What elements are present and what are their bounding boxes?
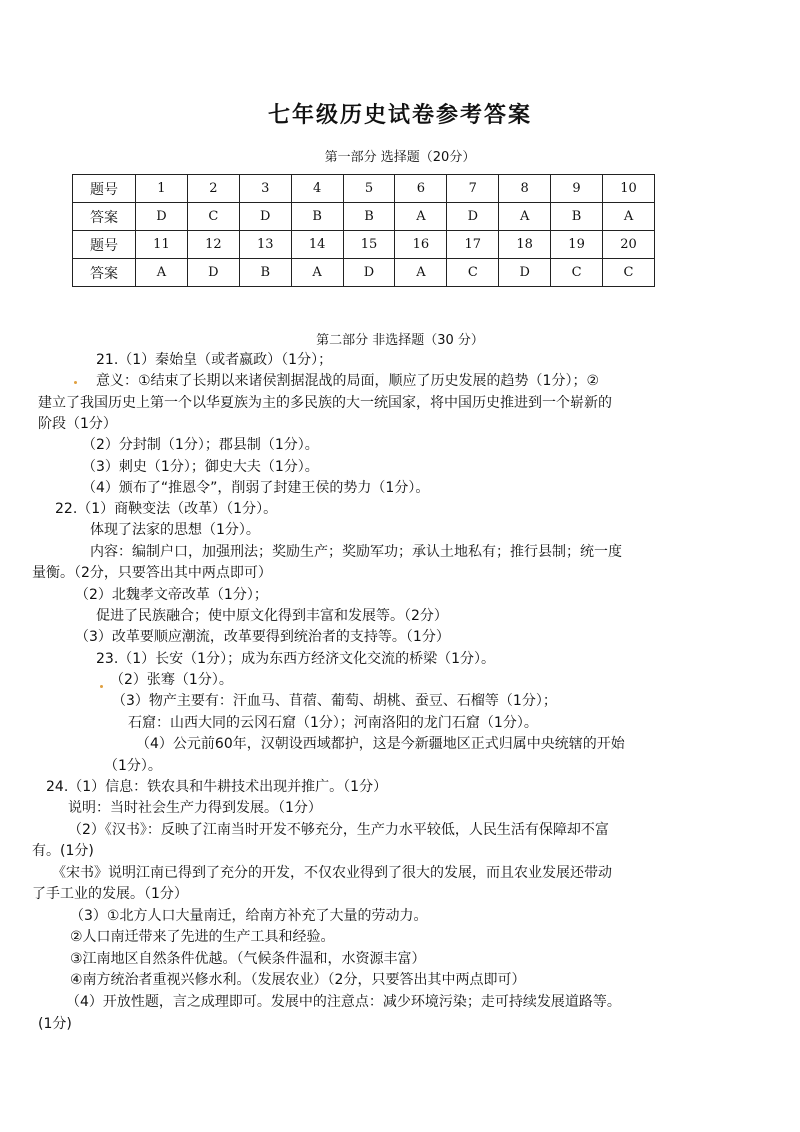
question-number-cell: 11 <box>136 231 188 259</box>
answer-line-21-meaning-end: 阶段（1分） <box>38 416 117 432</box>
answer-line-24-4: （4）开放性题，言之成理即可。发展中的注意点：减少环境污染；走可持续发展道路等。 <box>66 994 621 1010</box>
question-number-cell: 16 <box>395 231 447 259</box>
answer-row <box>73 259 655 287</box>
answer-cell: D <box>136 203 188 231</box>
answer-table <box>72 174 655 287</box>
question-number-cell: 3 <box>239 175 291 203</box>
question-number-cell: 9 <box>551 175 603 203</box>
answer-cell: B <box>343 203 395 231</box>
question-number-cell: 5 <box>343 175 395 203</box>
answer-cell: B <box>291 203 343 231</box>
question-number-cell: 13 <box>239 231 291 259</box>
answer-line-22-content-cont: 量衡。（2分，只要答出其中两点即可） <box>32 565 272 581</box>
answer-line-24-3: （3）①北方人口大量南迁，给南方补充了大量的劳动力。 <box>70 908 428 924</box>
answer-line-23-2: （2）张骞（1分）。 <box>110 672 233 688</box>
answer-line-21-2: （2）分封制（1分）；郡县制（1分）。 <box>82 437 319 453</box>
question-number-cell: 14 <box>291 231 343 259</box>
answer-line-23-3: （3）物产主要有：汗血马、苜蓿、葡萄、胡桃、蚕豆、石榴等（1分）； <box>112 693 557 709</box>
answer-line-21-3: （3）刺史（1分）；御史大夫（1分）。 <box>82 459 319 475</box>
answer-cell: A <box>136 259 188 287</box>
answer-cell: C <box>603 259 655 287</box>
answer-line-24-1: 24.（1）信息：铁农具和牛耕技术出现并推广。（1分） <box>46 779 388 795</box>
answer-cell: D <box>447 203 499 231</box>
answer-line-23-3-grottoes: 石窟：山西大同的云冈石窟（1分）；河南洛阳的龙门石窟（1分）。 <box>128 715 538 731</box>
answer-row <box>73 203 655 231</box>
answer-line-24-2-cont: 有。(1分) <box>32 843 94 859</box>
stray-mark <box>100 685 103 688</box>
answer-cell: C <box>551 259 603 287</box>
question-number-cell: 1 <box>136 175 188 203</box>
answer-line-21-meaning: 意义：①结束了长期以来诸侯割据混战的局面，顺应了历史发展的趋势（1分）；② <box>96 373 600 389</box>
answer-line-21-4: （4）颁布了“推恩令”，削弱了封建王侯的势力（1分）。 <box>82 480 430 496</box>
row-label: 题号 <box>73 175 136 203</box>
question-number-cell: 2 <box>187 175 239 203</box>
question-number-cell: 6 <box>395 175 447 203</box>
answer-line-22-content: 内容：编制户口，加强刑法；奖励生产；奖励军功；承认土地私有；推行县制；统一度 <box>90 544 622 560</box>
answer-cell: B <box>239 259 291 287</box>
question-number-cell: 17 <box>447 231 499 259</box>
row-label: 答案 <box>73 203 136 231</box>
row-label: 题号 <box>73 231 136 259</box>
answer-line-22-2-effect: 促进了民族融合；使中原文化得到丰富和发展等。（2分） <box>96 608 448 624</box>
page-title: 七年级历史试卷参考答案 <box>267 102 532 128</box>
question-number-cell: 8 <box>499 175 551 203</box>
question-number-cell: 20 <box>603 231 655 259</box>
part1-heading: 第一部分 选择题（20分） <box>324 150 476 165</box>
answer-line-21-meaning-cont: 建立了我国历史上第一个以华夏族为主的多民族的大一统国家，将中国历史推进到一个崭新的 <box>38 395 612 411</box>
part2-heading: 第二部分 非选择题（30 分） <box>316 333 484 348</box>
answer-line-22-thought: 体现了法家的思想（1分）。 <box>90 522 260 538</box>
answer-line-24-2: （2）《汉书》：反映了江南当时开发不够充分，生产力水平较低，人民生活有保障却不富 <box>68 822 609 838</box>
answer-line-24-2-song-cont: 了手工业的发展。（1分） <box>32 886 188 902</box>
answer-line-24-3-c: ③江南地区自然条件优越。（气候条件温和，水资源丰富） <box>70 951 426 967</box>
answer-cell: A <box>395 203 447 231</box>
question-number-cell: 12 <box>187 231 239 259</box>
answer-line-24-3-d: ④南方统治者重视兴修水利。（发展农业）（2分，只要答出其中两点即可） <box>70 972 526 988</box>
question-number-cell: 7 <box>447 175 499 203</box>
question-number-cell: 15 <box>343 231 395 259</box>
answer-line-24-4-cont: (1分) <box>38 1016 72 1032</box>
answer-cell: A <box>499 203 551 231</box>
answer-line-24-2-song: 《宋书》说明江南已得到了充分的开发，不仅农业得到了很大的发展，而且农业发展还带动 <box>52 865 612 881</box>
answer-cell: D <box>239 203 291 231</box>
question-number-row <box>73 231 655 259</box>
question-number-row <box>73 175 655 203</box>
answer-line-22-2: （2）北魏孝文帝改革（1分）； <box>75 587 268 603</box>
answer-cell: A <box>603 203 655 231</box>
answer-cell: D <box>499 259 551 287</box>
answer-line-22-1: 22.（1）商鞅变法（改革）（1分）。 <box>55 501 278 517</box>
answer-line-22-3: （3）改革要顺应潮流，改革要得到统治者的支持等。（1分） <box>75 629 450 645</box>
answer-cell: A <box>395 259 447 287</box>
answer-cell: C <box>447 259 499 287</box>
answer-line-21-1: 21.（1）秦始皇（或者嬴政）（1分）； <box>96 352 333 368</box>
answer-line-23-4: （4）公元前60年，汉朝设西域都护，这是今新疆地区正式归属中央统辖的开始 <box>136 736 625 752</box>
answer-cell: A <box>291 259 343 287</box>
answer-cell: D <box>343 259 395 287</box>
answer-cell: C <box>187 203 239 231</box>
answer-cell: B <box>551 203 603 231</box>
answer-line-23-4-cont: （1分）。 <box>104 758 162 774</box>
answer-line-23-1: 23.（1）长安（1分）；成为东西方经济文化交流的桥梁（1分）。 <box>96 651 495 667</box>
answer-line-24-1-explain: 说明：当时社会生产力得到发展。（1分） <box>68 800 322 816</box>
question-number-cell: 19 <box>551 231 603 259</box>
stray-mark <box>74 381 77 384</box>
answer-cell: D <box>187 259 239 287</box>
question-number-cell: 4 <box>291 175 343 203</box>
row-label: 答案 <box>73 259 136 287</box>
answer-line-24-3-b: ②人口南迁带来了先进的生产工具和经验。 <box>70 929 335 945</box>
question-number-cell: 18 <box>499 231 551 259</box>
question-number-cell: 10 <box>603 175 655 203</box>
